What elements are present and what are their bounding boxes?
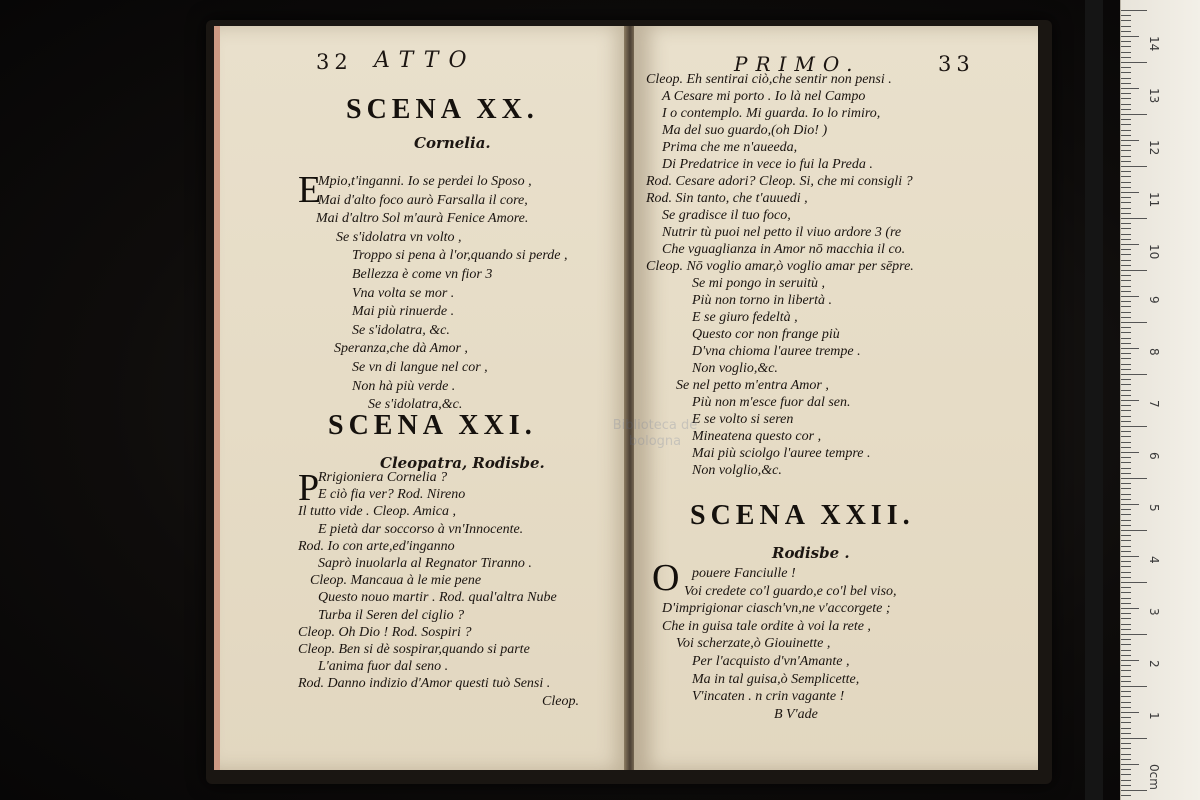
ruler-tick — [1121, 249, 1131, 250]
text-line: Prima che me n'aueeda, — [662, 140, 798, 155]
text-line: Rod. Io con arte,ed'inganno — [298, 538, 455, 554]
text-line: Non hà più verde . — [352, 378, 456, 394]
ruler-tick — [1121, 416, 1131, 417]
ruler-tick — [1121, 540, 1131, 541]
ruler-tick — [1121, 702, 1131, 703]
ruler-tick — [1121, 717, 1131, 718]
ruler-tick — [1121, 410, 1131, 411]
ruler-tick — [1121, 124, 1131, 125]
ruler-tick — [1121, 93, 1131, 94]
ruler-tick — [1121, 348, 1139, 349]
text-line: Bellezza è come vn fior 3 — [352, 267, 493, 282]
ruler-tick — [1121, 598, 1131, 599]
ruler-tick — [1121, 327, 1131, 328]
ruler-tick — [1121, 208, 1131, 209]
left-page-number: 32 — [316, 50, 353, 74]
ruler-tick — [1121, 483, 1131, 484]
ruler-number: 0cm — [1147, 764, 1161, 790]
text-line: Non volglio,&c. — [692, 463, 782, 478]
ruler-tick — [1121, 660, 1139, 661]
text-line: A Cesare mi porto . Io là nel Campo — [662, 89, 866, 104]
ruler-number: 7 — [1147, 400, 1161, 408]
text-line: E ciò fia ver? Rod. Nireno — [318, 487, 466, 503]
ruler-number: 4 — [1147, 556, 1161, 564]
ruler-number: 13 — [1147, 88, 1161, 104]
ruler-tick — [1121, 280, 1131, 281]
ruler-tick — [1121, 176, 1131, 177]
ruler-tick — [1121, 566, 1131, 567]
text-line: E pietà dar soccorso à vn'Innocente. — [318, 521, 524, 537]
text-line: Il tutto vide . Cleop. Amica , — [298, 504, 456, 520]
ruler-tick — [1121, 301, 1131, 302]
text-line: Che in guisa tale ordite à voi la rete , — [662, 618, 871, 634]
text-line: L'anima fuor dal seno . — [318, 659, 449, 675]
ruler-tick — [1121, 473, 1131, 474]
ruler-tick — [1121, 52, 1131, 53]
ruler-tick — [1121, 187, 1131, 188]
ruler-tick — [1121, 192, 1139, 193]
text-line: Saprò inuolarla al Regnator Tiranno . — [318, 556, 532, 571]
text-line: Se s'idolatra vn volto , — [336, 229, 462, 245]
ruler-tick — [1121, 644, 1131, 645]
ruler-tick — [1121, 400, 1139, 401]
scene-xxii-speaker: Rodisbe . — [772, 544, 850, 562]
left-running-head: ATTO — [374, 48, 477, 73]
text-line: Cleop. Eh sentirai ciò,che sentir non pensi . — [646, 72, 892, 87]
show-through-stamp: Biblioteca de bologna — [612, 418, 698, 449]
text-line: pouere Fanciulle ! — [692, 566, 796, 581]
ruler-tick — [1121, 603, 1131, 604]
ruler-tick — [1121, 525, 1131, 526]
text-line: E se volto si seren — [692, 412, 794, 427]
ruler-number: 2 — [1147, 660, 1161, 668]
ruler-tick — [1121, 109, 1131, 110]
ruler-tick — [1121, 166, 1147, 167]
scene-xx-drop-cap: E — [298, 169, 322, 211]
ruler-tick — [1121, 156, 1131, 157]
ruler-tick — [1121, 390, 1131, 391]
text-line: Questo cor non frange più — [692, 327, 840, 342]
ruler-tick — [1121, 306, 1131, 307]
text-line: Più non m'esce fuor dal sen. — [692, 395, 851, 410]
text-line: Se s'idolatra,&c. — [368, 397, 463, 413]
ruler-tick — [1121, 556, 1139, 557]
ruler-tick — [1121, 67, 1131, 68]
text-line: Rod. Cesare adori? Cleop. Si, che mi consigli ? — [646, 174, 913, 189]
ruler-tick — [1121, 239, 1131, 240]
open-book — [214, 26, 1042, 776]
ruler-tick — [1121, 504, 1139, 505]
ruler-tick — [1121, 343, 1131, 344]
text-line: Ma in tal guisa,ò Semplicette, — [692, 671, 860, 687]
measuring-ruler — [1120, 0, 1200, 800]
ruler-tick — [1121, 41, 1131, 42]
ruler-tick — [1121, 608, 1139, 609]
scene-xxi-speaker: Cleopatra, Rodisbe. — [380, 454, 545, 472]
ruler-tick — [1121, 613, 1131, 614]
ruler-tick — [1121, 629, 1131, 630]
text-line: Cleop. Nō voglio amar,ò voglio amar per sēpre. — [646, 259, 914, 274]
text-line: Per l'acquisto d'vn'Amante , — [692, 654, 850, 669]
text-line: Mai più sciolgo l'auree tempre . — [692, 446, 871, 461]
text-line: Se gradisce il tuo foco, — [662, 208, 791, 223]
ruler-tick — [1121, 57, 1131, 58]
ruler-tick — [1121, 676, 1131, 677]
ruler-tick — [1121, 338, 1131, 339]
ruler-tick — [1121, 395, 1131, 396]
ruler-tick — [1121, 494, 1131, 495]
text-line: Ma del suo guardo,(oh Dio! ) — [662, 123, 828, 138]
ruler-tick — [1121, 650, 1131, 651]
text-line: Mai più rinuerde . — [352, 304, 455, 320]
ruler-tick — [1121, 213, 1131, 214]
text-line: V'incaten . n crin vagante ! — [692, 689, 845, 705]
ruler-tick — [1121, 754, 1131, 755]
ruler-number: 10 — [1147, 244, 1161, 260]
ruler-tick — [1121, 686, 1147, 687]
text-line: Mineatena questo cor , — [692, 429, 822, 444]
ruler-tick — [1121, 36, 1139, 37]
text-line: Più non torno in libertà . — [692, 293, 832, 308]
ruler-tick — [1121, 317, 1131, 318]
ruler-tick — [1121, 670, 1131, 671]
ruler-tick — [1121, 26, 1131, 27]
ruler-tick — [1121, 296, 1139, 297]
ruler-tick — [1121, 119, 1131, 120]
ruler-tick — [1121, 572, 1131, 573]
ruler-number: 8 — [1147, 348, 1161, 356]
scene-xx-speaker: Cornelia. — [414, 134, 491, 152]
text-line: E se giuro fedeltà , — [692, 310, 798, 325]
ruler-tick — [1121, 78, 1131, 79]
ruler-tick — [1121, 665, 1131, 666]
ruler-tick — [1121, 197, 1131, 198]
ruler-tick — [1121, 332, 1131, 333]
ruler-number: 9 — [1147, 296, 1161, 304]
text-line: Cleop. Oh Dio ! Rod. Sospiri ? — [298, 624, 472, 640]
ruler-tick — [1121, 270, 1147, 271]
ruler-tick — [1121, 452, 1139, 453]
ruler-tick — [1121, 182, 1131, 183]
ruler-tick — [1121, 587, 1131, 588]
ruler-tick — [1121, 577, 1131, 578]
ruler-tick — [1121, 426, 1147, 427]
ruler-tick — [1121, 46, 1131, 47]
ruler-tick — [1121, 535, 1131, 536]
ruler-tick — [1121, 618, 1131, 619]
ruler-tick — [1121, 769, 1131, 770]
ruler-tick — [1121, 72, 1131, 73]
text-line: Se vn di langue nel cor , — [352, 360, 488, 375]
text-line: Se nel petto m'entra Amor , — [676, 378, 829, 393]
ruler-tick — [1121, 171, 1131, 172]
ruler-number: 1 — [1147, 712, 1161, 720]
ruler-tick — [1121, 733, 1131, 734]
text-line: Rrigioniera Cornelia ? — [318, 470, 448, 485]
ruler-tick — [1121, 358, 1131, 359]
text-line: Vna volta se mor . — [352, 285, 455, 301]
text-line: I o contemplo. Mi guarda. Io lo rimiro, — [662, 106, 881, 121]
ruler-tick — [1121, 291, 1131, 292]
ruler-tick — [1121, 260, 1131, 261]
ruler-tick — [1121, 530, 1147, 531]
text-line: Questo nouo martir . Rod. qual'altra Nube — [318, 590, 557, 606]
ruler-tick — [1121, 722, 1131, 723]
ruler-tick — [1121, 286, 1131, 287]
ruler-tick — [1121, 728, 1131, 729]
ruler-tick — [1121, 759, 1131, 760]
text-line: Se s'idolatra, &c. — [352, 322, 450, 338]
ruler-tick — [1121, 114, 1147, 115]
ruler-tick — [1121, 624, 1131, 625]
text-line: Di Predatrice in vece io fui la Preda . — [662, 157, 873, 172]
ruler-tick — [1121, 353, 1131, 354]
text-line: Voi scherzate,ò Giouinette , — [676, 636, 831, 652]
ruler-tick — [1121, 681, 1131, 682]
text-line: Non voglio,&c. — [692, 361, 778, 376]
scene-xxii-drop-cap: O — [652, 557, 680, 599]
ruler-tick — [1121, 98, 1131, 99]
text-line: Cleop. Mancaua à le mie pene — [310, 573, 482, 589]
ruler-tick — [1121, 795, 1131, 796]
ruler-tick — [1121, 592, 1131, 593]
text-line: D'vna chioma l'auree trempe . — [692, 344, 861, 359]
ruler-tick — [1121, 374, 1147, 375]
ruler-tick — [1121, 234, 1131, 235]
ruler-tick — [1121, 405, 1131, 406]
ruler-tick — [1121, 468, 1131, 469]
ruler-tick — [1121, 10, 1147, 11]
ruler-number: 12 — [1147, 140, 1161, 156]
ruler-tick — [1121, 384, 1131, 385]
ruler-number: 14 — [1147, 36, 1161, 52]
ruler-tick — [1121, 780, 1131, 781]
ruler-tick — [1121, 509, 1131, 510]
ruler-tick — [1121, 696, 1131, 697]
ruler-tick — [1121, 457, 1131, 458]
ruler-tick — [1121, 379, 1131, 380]
ruler-tick — [1121, 707, 1131, 708]
ruler-tick — [1121, 275, 1131, 276]
ruler-tick — [1121, 161, 1131, 162]
ruler-tick — [1121, 20, 1131, 21]
ruler-tick — [1121, 431, 1131, 432]
ruler-tick — [1121, 785, 1131, 786]
ruler-tick — [1121, 31, 1131, 32]
ruler-tick — [1121, 748, 1131, 749]
ruler-tick — [1121, 322, 1147, 323]
ruler-tick — [1121, 364, 1131, 365]
text-line: Mai d'altro Sol m'aurà Fenice Amore. — [316, 211, 529, 227]
text-line: Nutrir tù puoi nel petto il viuo ardore 3 (re — [662, 225, 902, 240]
ruler-tick — [1121, 655, 1131, 656]
ruler-tick — [1121, 130, 1131, 131]
ruler-tick — [1121, 223, 1131, 224]
text-line: Rod. Sin tanto, che t'auuedi , — [646, 191, 808, 206]
ruler-tick — [1121, 421, 1131, 422]
ruler-tick — [1121, 774, 1131, 775]
text-line: Rod. Danno indizio d'Amor questi tuò Sensi . — [298, 676, 551, 692]
ruler-tick — [1121, 369, 1131, 370]
text-line: Speranza,che dà Amor , — [334, 341, 468, 357]
text-line: Turba il Seren del ciglio ? — [318, 607, 465, 623]
ruler-number: 3 — [1147, 608, 1161, 616]
ruler-tick — [1121, 743, 1131, 744]
scene-xx-title: SCENA XX. — [346, 94, 539, 125]
ruler-tick — [1121, 15, 1131, 16]
ruler-tick — [1121, 88, 1139, 89]
ruler-tick — [1121, 228, 1131, 229]
ruler-number: 5 — [1147, 504, 1161, 512]
ruler-tick — [1121, 712, 1139, 713]
ruler-tick — [1121, 514, 1131, 515]
ruler-tick — [1121, 462, 1131, 463]
ruler-tick — [1121, 764, 1139, 765]
ruler-tick — [1121, 561, 1131, 562]
scene-xxi-title: SCENA XXI. — [328, 410, 537, 441]
ruler-tick — [1121, 254, 1131, 255]
text-line: Voi credete co'l guardo,e co'l bel viso, — [684, 583, 897, 599]
text-line: Cleop. — [542, 693, 579, 709]
ruler-tick — [1121, 145, 1131, 146]
scene-xxi-drop-cap: P — [298, 467, 320, 509]
ruler-number: 6 — [1147, 452, 1161, 460]
ruler-tick — [1121, 244, 1139, 245]
ruler-tick — [1121, 442, 1131, 443]
ruler-tick — [1121, 62, 1147, 63]
ruler-tick — [1121, 488, 1131, 489]
ruler-tick — [1121, 104, 1131, 105]
ruler-tick — [1121, 520, 1131, 521]
ruler-tick — [1121, 265, 1131, 266]
ruler-tick — [1121, 135, 1131, 136]
text-line: Cleop. Ben si dè sospirar,quando si parte — [298, 642, 530, 657]
right-page-number: 33 — [938, 52, 975, 76]
text-line: Se mi pongo in seruitù , — [692, 276, 825, 291]
ruler-tick — [1121, 478, 1147, 479]
text-line: B V'ade — [774, 706, 818, 722]
text-line: Mpio,t'inganni. Io se perdei lo Sposo , — [318, 174, 532, 189]
text-line: Che vguaglianza in Amor nō macchia il co. — [662, 242, 906, 257]
ruler-tick — [1121, 738, 1147, 739]
ruler-tick — [1121, 436, 1131, 437]
ruler-tick — [1121, 83, 1131, 84]
ruler-tick — [1121, 447, 1131, 448]
ruler-tick — [1121, 546, 1131, 547]
text-line: Mai d'alto foco aurò Farsalla il core, — [318, 192, 528, 208]
ruler-number: 11 — [1147, 192, 1161, 208]
ruler-tick — [1121, 639, 1131, 640]
ruler-tick — [1121, 790, 1147, 791]
ruler-tick — [1121, 691, 1131, 692]
text-line: Troppo si pena à l'or,quando si perde , — [352, 248, 568, 264]
ruler-tick — [1121, 634, 1147, 635]
ruler-tick — [1121, 499, 1131, 500]
ruler-tick — [1121, 312, 1131, 313]
ruler-tick — [1121, 150, 1131, 151]
scene-xxii-title: SCENA XXII. — [690, 500, 915, 531]
ruler-tick — [1121, 218, 1147, 219]
ruler-tick — [1121, 551, 1131, 552]
text-line: D'imprigionar ciasch'vn,ne v'accorgete ; — [662, 601, 891, 617]
ruler-tick — [1121, 582, 1147, 583]
frame-edge — [1085, 0, 1103, 800]
right-running-head: PRIMO. — [734, 52, 861, 76]
ruler-tick — [1121, 140, 1139, 141]
ruler-tick — [1121, 202, 1131, 203]
